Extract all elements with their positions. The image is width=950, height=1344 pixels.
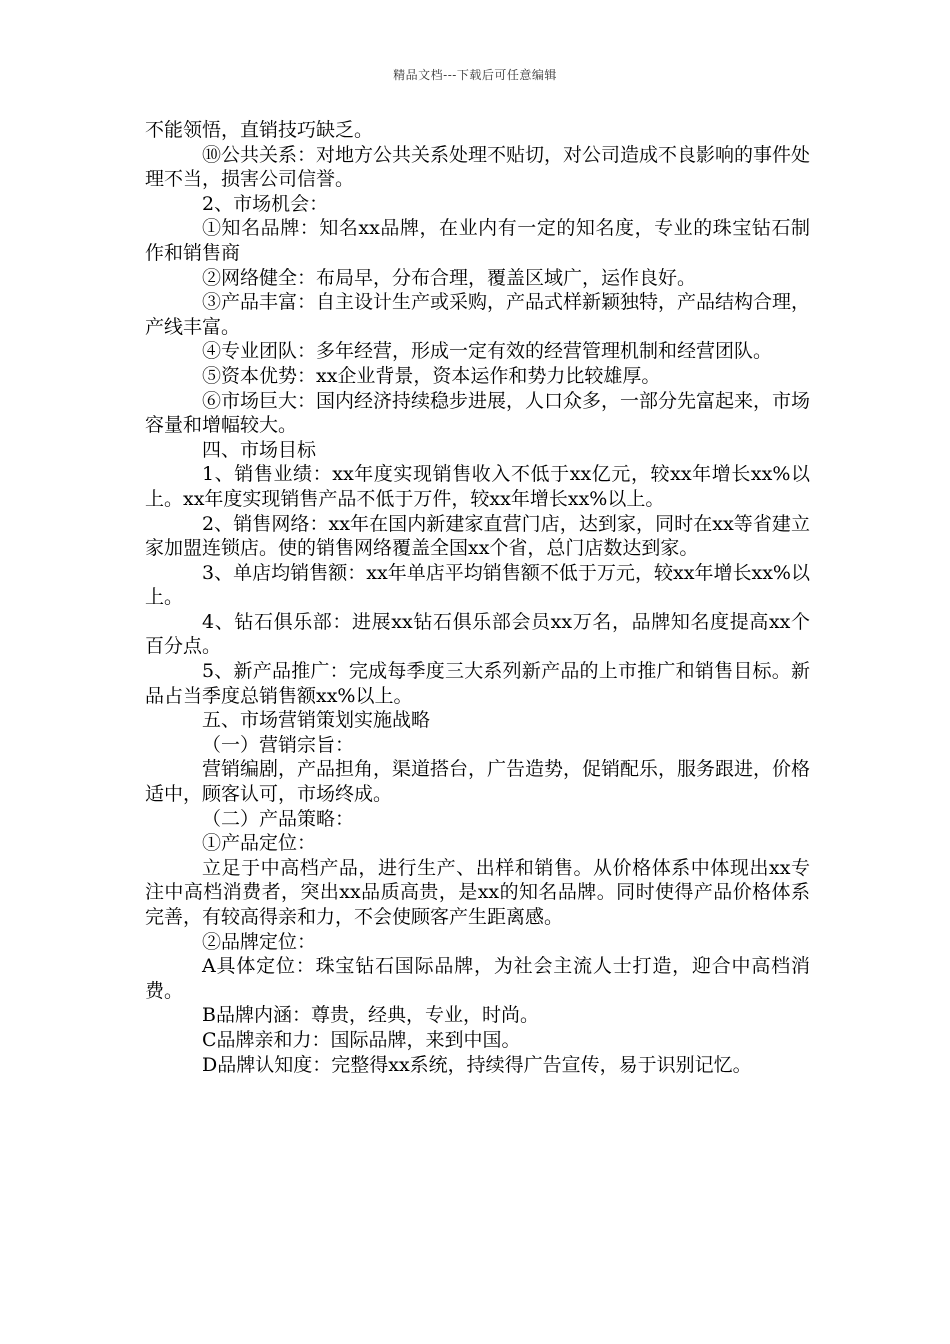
list-item: ②品牌定位： — [202, 930, 317, 953]
document-body — [145, 118, 810, 1077]
section-heading: 五、市场营销策划实施战略 — [202, 709, 431, 732]
subsection-heading: （一）营销宗旨： — [202, 733, 355, 756]
list-item: C品牌亲和力：国际品牌，来到中国。 — [202, 1028, 521, 1051]
list-item: ①产品定位： — [202, 832, 317, 855]
list-item: B品牌内涵：尊贵，经典，专业，时尚。 — [202, 1004, 539, 1027]
subsection-heading: （二）产品策略： — [202, 807, 355, 830]
list-item: ②网络健全：布局早，分布合理，覆盖区域广，运作良好。 — [202, 266, 697, 289]
paragraph: 营销编剧，产品担角，渠道搭台，广告造势，促销配乐，服务跟进，价格适中，顾客认可，市场终成。 — [145, 758, 811, 806]
list-item: 2、销售网络：xx年在国内新建家直营门店，达到家，同时在xx等省建立家加盟连锁店。使的销售网络覆盖全国xx个省，总门店数达到家。 — [145, 512, 810, 560]
section-heading: 四、市场目标 — [202, 438, 317, 461]
paragraph: 不能领悟，直销技巧缺乏。 — [145, 119, 374, 141]
page-header: 精品文档---下载后可任意编辑 — [393, 68, 557, 82]
list-item: ⑤资本优势：xx企业背景，资本运作和势力比较雄厚。 — [202, 364, 661, 387]
section-heading: 2、市场机会： — [202, 192, 329, 215]
paragraph: ⑩公共关系：对地方公共关系处理不贴切，对公司造成不良影响的事件处理不当，损害公司信誉。 — [145, 143, 811, 191]
list-item: 4、钻石俱乐部：进展xx钻石俱乐部会员xx万名，品牌知名度提高xx个百分点。 — [145, 610, 810, 658]
list-item: ④专业团队：多年经营，形成一定有效的经营管理机制和经营团队。 — [202, 340, 773, 363]
list-item: 1、销售业绩：xx年度实现销售收入不低于xx亿元，较xx年增长xx%以上。xx年度实现销售产品不低于万件，较xx年增长xx%以上。 — [145, 463, 810, 510]
list-item: 5、新产品推广：完成每季度三大系列新产品的上市推广和销售目标。新品占当季度总销售额xx%以上。 — [145, 660, 810, 707]
list-item: A具体定位：珠宝钻石国际品牌，为社会主流人士打造，迎合中高档消费。 — [145, 955, 810, 1002]
paragraph: 立足于中高档产品，进行生产、出样和销售。从价格体系中体现出xx专注中高档消费者，突出xx品质高贵，是xx的知名品牌。同时使得产品价格体系完善，有较高得亲和力，不会使顾客产生距离感。 — [145, 856, 810, 928]
list-item: ⑥市场巨大：国内经济持续稳步进展，人口众多，一部分先富起来，市场容量和增幅较大。 — [145, 389, 811, 437]
list-item: ①知名品牌：知名xx品牌，在业内有一定的知名度，专业的珠宝钻石制作和销售商 — [145, 217, 810, 264]
list-item: D品牌认知度：完整得xx系统，持续得广告宣传，易于识别记忆。 — [202, 1053, 752, 1076]
list-item: ③产品丰富：自主设计生产或采购，产品式样新颖独特，产品结构合理，产线丰富。 — [145, 291, 811, 338]
list-item: 3、单店均销售额：xx年单店平均销售额不低于万元，较xx年增长xx%以上。 — [145, 561, 810, 609]
